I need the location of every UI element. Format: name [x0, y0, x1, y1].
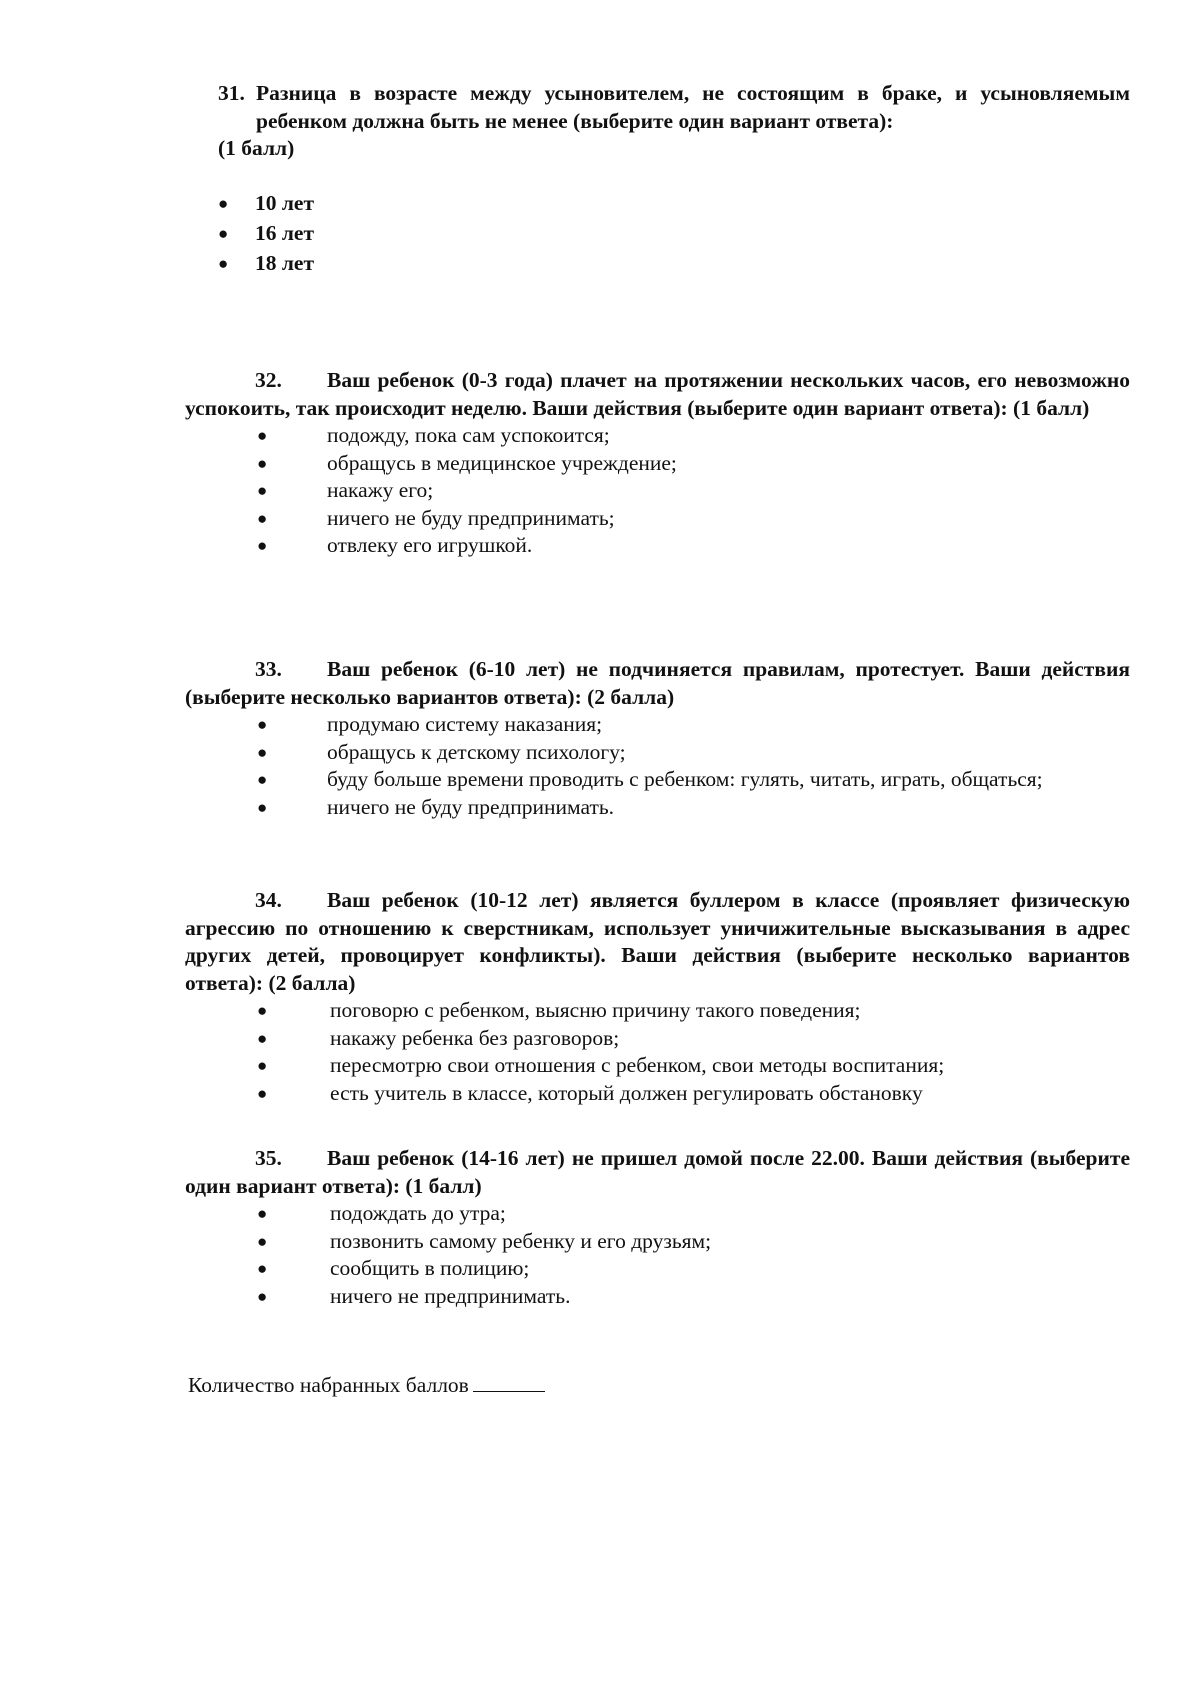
question-35-options [185, 1200, 1130, 1310]
option-item: ● продумаю систему наказания; [185, 711, 1130, 739]
total-score-line [188, 1371, 545, 1400]
option-item: ● накажу ребенка без разговоров; [185, 1025, 1130, 1053]
option-item: ● буду больше времени проводить с ребенком: гулять, читать, играть, общаться; [185, 766, 1130, 794]
question-35 [185, 1145, 1130, 1310]
bullet-icon: ● [257, 426, 268, 445]
question-34 [185, 887, 1130, 1107]
bullet-icon: ● [257, 1083, 268, 1103]
bullet-icon: ● [257, 1056, 268, 1075]
question-32 [185, 367, 1130, 560]
option-item: ● обращусь к детскому психологу; [185, 739, 1130, 767]
bullet-icon: ● [218, 193, 229, 213]
question-33-number: 33. [255, 657, 282, 681]
question-32-options [185, 422, 1130, 560]
question-34-text: 34. Ваш ребенок (10-12 лет) является буллером в классе (проявляет физическую агрессию по отношению к сверстникам, использует уничижительные высказывания в адрес других детей, провоцирует конфликты). Ваши действия (выберите несколько вариантов ответа): (2 балла) [185, 888, 1130, 995]
bullet-icon: ● [257, 770, 268, 789]
bullet-icon: ● [257, 1001, 268, 1020]
option-item: ● отвлеку его игрушкой. [185, 532, 1130, 560]
option-item: ● есть учитель в классе, который должен регулировать обстановку [185, 1080, 1130, 1108]
bullet-icon: ● [218, 253, 229, 273]
bullet-icon: ● [257, 481, 268, 500]
bullet-icon: ● [218, 223, 229, 243]
question-32-text: 32. Ваш ребенок (0-3 года) плачет на протяжении нескольких часов, его невозможно успокоить, так происходит неделю. Ваши действия (выберите один вариант ответа): (1 балл) [185, 368, 1130, 420]
option-item: ● подождать до утра; [185, 1200, 1130, 1228]
question-31-number: 31. [218, 81, 245, 105]
bullet-icon: ● [257, 1286, 268, 1306]
total-score-label: Количество набранных баллов [188, 1373, 469, 1397]
question-31 [218, 80, 1130, 280]
question-33-text: 33. Ваш ребенок (6-10 лет) не подчиняется правилам, протестует. Ваши действия (выберите несколько вариантов ответа): (2 балла) [185, 657, 1130, 709]
option-item: ● позвонить самому ребенку и его друзьям; [185, 1228, 1130, 1256]
option-item: ● сообщить в полицию; [185, 1255, 1130, 1283]
bullet-icon: ● [257, 742, 268, 762]
question-34-number: 34. [255, 888, 282, 912]
option-item: ● ничего не буду предпринимать. [185, 794, 1130, 822]
bullet-icon: ● [257, 715, 268, 734]
question-31-options [218, 190, 1130, 280]
question-33 [185, 656, 1130, 821]
bullet-icon: ● [257, 536, 268, 555]
question-33-options [185, 711, 1130, 821]
option-item: ● подожду, пока сам успокоится; [185, 422, 1130, 450]
option-item: ● поговорю с ребенком, выясню причину такого поведения; [185, 997, 1130, 1025]
option-item: ● ничего не буду предпринимать; [185, 505, 1130, 533]
question-31-score: (1 балл) [218, 136, 295, 160]
question-32-number: 32. [255, 368, 282, 392]
question-31-text: 31. Разница в возрасте между усыновителем, не состоящим в браке, и усыновляемым ребенком должна быть не менее (выберите один вариант ответа): [218, 81, 1130, 133]
total-score-blank[interactable] [473, 1371, 545, 1392]
question-35-text: 35. Ваш ребенок (14-16 лет) не пришел домой после 22.00. Ваши действия (выберите один вариант ответа): (1 балл) [185, 1146, 1130, 1198]
option-item: ● пересмотрю свои отношения с ребенком, свои методы воспитания; [185, 1052, 1130, 1080]
question-34-options [185, 997, 1130, 1107]
question-35-number: 35. [255, 1146, 282, 1170]
option-item: ● 16 лет [218, 220, 1130, 250]
option-item: ● ничего не предпринимать. [185, 1283, 1130, 1311]
bullet-icon: ● [257, 797, 268, 817]
option-item: ● 10 лет [218, 190, 1130, 220]
bullet-icon: ● [257, 1028, 268, 1048]
bullet-icon: ● [257, 453, 268, 473]
bullet-icon: ● [257, 1259, 268, 1278]
option-item: ● 18 лет [218, 250, 1130, 280]
bullet-icon: ● [257, 1231, 268, 1251]
bullet-icon: ● [257, 1204, 268, 1223]
option-item: ● обращусь в медицинское учреждение; [185, 450, 1130, 478]
option-item: ● накажу его; [185, 477, 1130, 505]
bullet-icon: ● [257, 508, 268, 528]
